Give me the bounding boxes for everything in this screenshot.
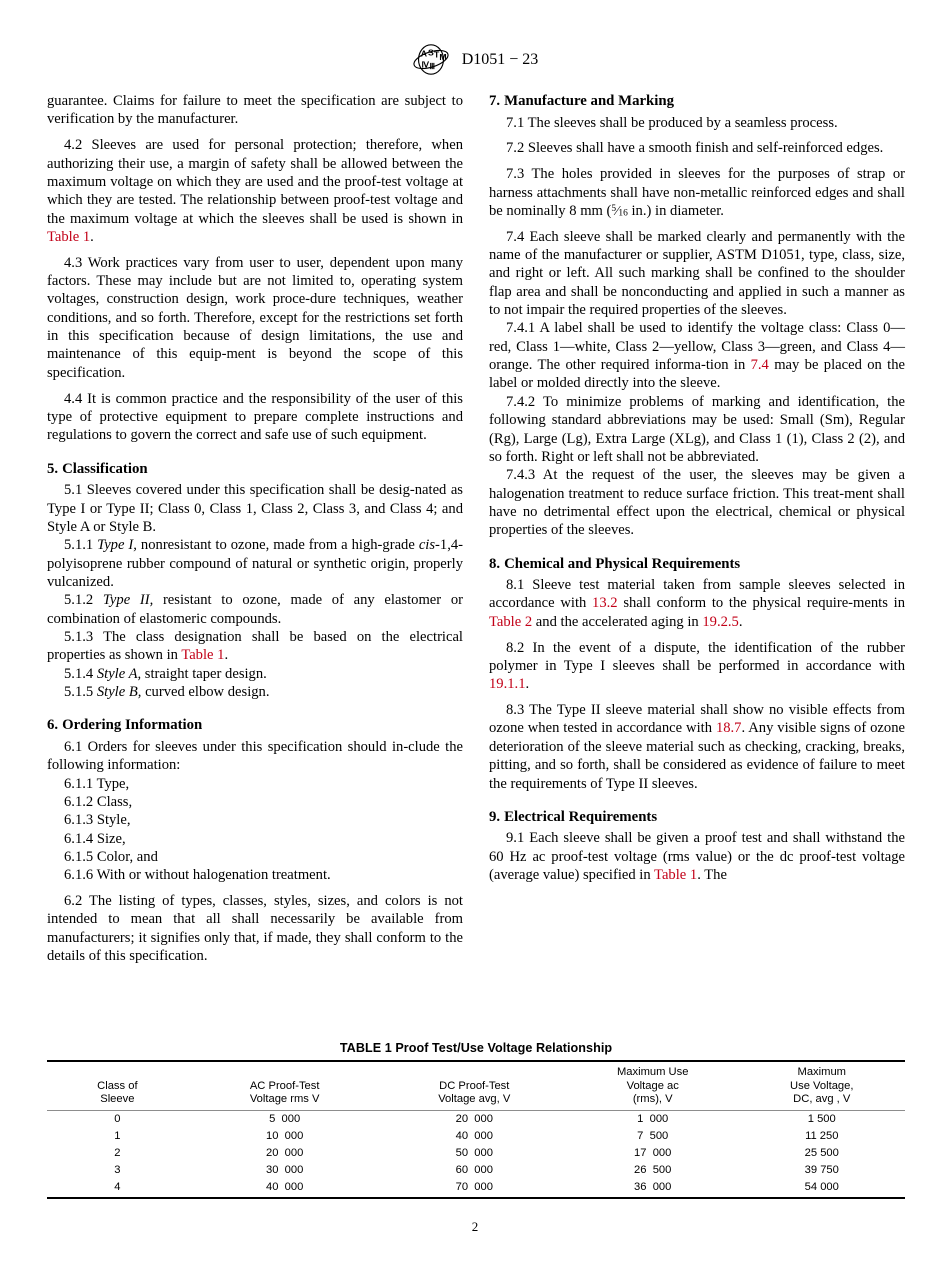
- link-table-2[interactable]: Table 2: [489, 613, 533, 630]
- heading-section-8: [489, 540, 905, 577]
- heading-section-8-number: 8.: [489, 555, 501, 572]
- fraction-slash: ⁄: [616, 202, 619, 218]
- paragraph-7-4-3: 7.4.3 At the request of the user, the sleeves may be given a halogenation treatment to reduce surface friction. This treat-ment shall have no detrimental effect upon the electrical, chemical or physical properties of the sleeves.: [489, 467, 905, 539]
- paragraph-5-1-3-text: 5.1.3 The class designation shall be based on the electrical properties as shown in: [47, 628, 463, 664]
- paragraph-8-3: [489, 701, 905, 793]
- list-item-6-1-3: 6.1.3 Style,: [64, 812, 131, 829]
- paragraph-8-2: [489, 639, 905, 694]
- table-1-col-header-max-dc: Maximum Use Voltage, DC, avg , V: [739, 1061, 905, 1110]
- paragraph-5-1-3-tail: .: [224, 647, 229, 664]
- link-section-18-7[interactable]: 18.7: [715, 720, 742, 737]
- document-designation: D1051 − 23: [461, 50, 539, 68]
- fraction-five-sixteenths: [611, 203, 627, 219]
- paragraph-8-1-text-c: and the accelerated aging in: [532, 613, 703, 630]
- link-table-1-c[interactable]: Table 1: [654, 867, 698, 884]
- table-cell-value: 39 750: [804, 1164, 839, 1177]
- svg-text:Ⅳ: Ⅳ: [421, 60, 429, 70]
- term-cis: cis: [418, 537, 436, 554]
- paragraph-8-2-tail: .: [525, 676, 530, 693]
- table-cell-class: 3: [114, 1164, 121, 1177]
- paragraph-8-1-text-b: shall conform to the physical require-ments in: [617, 595, 905, 612]
- paragraph-5-1-4-text: straight taper design.: [141, 665, 267, 682]
- paragraph-7-1: 7.1 The sleeves shall be produced by a seamless process.: [506, 114, 838, 131]
- table-1-col-header-max-ac: Maximum Use Voltage ac (rms), V: [567, 1061, 739, 1110]
- heading-section-8-title: Chemical and Physical Requirements: [504, 555, 741, 572]
- paragraph-7-4-2: 7.4.2 To minimize problems of marking and identification, the following standard abbreviations may be used: Small (Sm), Regular (Rg), Large (Lg), Extra Large (XLg), and Class 1 (1), Class 2 (2), and so forth. Right or left shall not be abbreviated.: [489, 393, 905, 465]
- link-section-13-2[interactable]: 13.2: [592, 595, 618, 612]
- table-cell-value: 54 000: [739, 1179, 905, 1199]
- paragraph-7-4-1: [489, 319, 905, 392]
- paragraph-8-3-text: 8.3 The Type II sleeve material shall show no visible effects from ozone when tested in accordance with: [489, 702, 905, 737]
- paragraph-7-4-1-text: 7.4.1 A label shall be used to identify the voltage class: Class 0—red, Class 1—white, Class 2—yellow, Class 3—green, and Class 4—orange. The other required informa-tion in: [489, 320, 905, 374]
- paragraph-8-1: [489, 576, 905, 631]
- table-row: [47, 1145, 905, 1162]
- paragraph-4-4: 4.4 It is common practice and the responsibility of the user of this type of protective equipment to prepare complete instructions and regulations to govern the correct and safe use of such equipment.: [47, 390, 463, 444]
- table-cell-value: 7 500: [637, 1130, 669, 1143]
- paragraph-8-1-tail: .: [738, 613, 743, 630]
- table-cell-value: 30 000: [265, 1164, 304, 1177]
- paragraph-5-1-2-number: 5.1.2: [64, 592, 103, 609]
- fraction-numerator: 5: [611, 203, 617, 214]
- table-cell-value: 70 000: [382, 1179, 567, 1199]
- table-cell-class: 0: [114, 1113, 121, 1126]
- svg-text:Ⅲ: Ⅲ: [429, 61, 435, 71]
- right-column: [489, 92, 905, 965]
- heading-section-5: [47, 445, 463, 482]
- paragraph-7-4-1-tail: may be placed on the label or molded directly into the sleeve.: [489, 357, 905, 392]
- table-cell-value: 17 000: [634, 1147, 672, 1160]
- table-row: [47, 1110, 905, 1128]
- link-table-1[interactable]: Table 1: [47, 228, 91, 245]
- paragraph-7-4: 7.4 Each sleeve shall be marked clearly and permanently with the name of the manufacturer or supplier, ASTM D1051, type, class, size, and right or left. All such marking shall be confined to the shoulder flap area and shall be nonconducting and applied in such a manner as to not impair the required properties of the sleeves.: [489, 228, 905, 319]
- paragraph-continued: guarantee. Claims for failure to meet the specification are subject to verification by the manufacturer.: [47, 93, 463, 128]
- svg-text:M: M: [439, 51, 447, 62]
- link-section-19-1-1[interactable]: 19.1.1: [489, 676, 526, 693]
- table-cell-value: 40 000: [455, 1130, 493, 1143]
- link-section-19-2-5[interactable]: 19.2.5: [702, 613, 739, 630]
- paragraph-8-2-text: 8.2 In the event of a dispute, the identification of the rubber polymer in Type I sleeves shall be performed in accordance with: [489, 639, 905, 674]
- paragraph-5-1-1-text: nonresistant to ozone, made from a high-grade: [136, 537, 419, 554]
- paragraph-5-1-5: [47, 683, 463, 701]
- table-1-col-header-ac: AC Proof-Test Voltage rms V: [188, 1061, 382, 1110]
- table-row: [47, 1162, 905, 1179]
- fraction-denominator: 16: [618, 208, 628, 219]
- list-item-6-1-2: 6.1.2 Class,: [64, 793, 133, 810]
- paragraph-9-1-text: 9.1 Each sleeve shall be given a proof test and shall withstand the 60 Hz ac proof-test voltage (rms value) or the dc proof-test voltage (average value) specified in: [489, 830, 905, 884]
- body-columns: [47, 92, 905, 965]
- table-1-block: [47, 1041, 905, 1199]
- heading-section-5-title: Classification: [62, 460, 148, 477]
- paragraph-4-2-tail: .: [90, 228, 94, 245]
- paragraph-7-3-tail: in.) in diameter.: [627, 202, 724, 219]
- paragraph-6-1: 6.1 Orders for sleeves under this specification should in-clude the following information:: [47, 738, 463, 774]
- term-style-b: Style B,: [96, 683, 142, 700]
- paragraph-4-3: 4.3 Work practices vary from user to user, dependent upon many factors. These may include but are not limited to, operating system voltages, construction design, work proce-dure techniques, weather conditions, and so forth. Therefore, except for the restrictions set forth in this specification because of design limitations, the use and maintenance of this equip-ment is beyond the scope of this specification.: [47, 254, 463, 381]
- heading-section-6-title: Ordering Information: [62, 717, 203, 734]
- page-header: [0, 44, 950, 75]
- table-cell-value: 11 250: [805, 1130, 839, 1143]
- heading-section-9: [489, 793, 905, 830]
- table-cell-value: 25 500: [804, 1147, 839, 1160]
- paragraph-5-1-2-text: resistant to ozone, made of any elastomer or combination of elastomeric compounds.: [47, 592, 463, 627]
- table-1-col-header-class: Class of Sleeve: [47, 1061, 188, 1110]
- heading-section-9-title: Electrical Requirements: [504, 808, 658, 825]
- table-row: [47, 1128, 905, 1145]
- table-cell-value: 36 000: [567, 1179, 739, 1199]
- paragraph-9-1: [489, 829, 905, 884]
- paragraph-5-1-1-number: 5.1.1: [64, 537, 98, 554]
- paragraph-4-2-text: 4.2 Sleeves are used for personal protection; therefore, when authorizing their use, a margin of safety shall be allowed between the maximum voltage on which they are used and the proof-test voltage at which they are tested. The relationship between proof-test voltage and the maximum voltage at which the sleeves shall be used is shown in: [47, 137, 463, 227]
- left-column: [47, 92, 463, 965]
- heading-section-7-number: 7.: [489, 93, 501, 109]
- term-type-i: Type I,: [97, 537, 137, 554]
- heading-section-7: [489, 92, 905, 114]
- table-cell-value: 26 500: [634, 1164, 672, 1177]
- table-1: [47, 1060, 905, 1199]
- term-type-ii: Type II,: [102, 592, 154, 609]
- heading-section-7-title: Manufacture and Marking: [504, 93, 675, 109]
- paragraph-5-1: 5.1 Sleeves covered under this specification shall be desig-nated as Type I or Type II; Class 0, Class 1, Class 2, Class 3, and Class 4; and Style A or Style B.: [47, 482, 463, 535]
- table-row: [47, 1179, 905, 1199]
- paragraph-5-1-3: [47, 628, 463, 665]
- paragraph-8-1-text: 8.1 Sleeve test material taken from sample sleeves selected in accordance with: [489, 577, 905, 612]
- paragraph-4-2: [47, 136, 463, 246]
- svg-text:S: S: [427, 47, 434, 58]
- table-cell-value: 50 000: [455, 1147, 493, 1160]
- paragraph-5-1-2: [47, 591, 463, 628]
- list-item-6-1-1: 6.1.1 Type,: [64, 775, 130, 792]
- list-item-6-1-6: 6.1.6 With or without halogenation treatment.: [64, 867, 331, 884]
- paragraph-8-3-tail: . Any visible signs of ozone deterioration of the sleeve material such as checking, cracking, breaks, pitting, and so forth, shall be considered as evidence of failure to meet the requirements of Type II sleeves.: [489, 720, 905, 792]
- table-cell-value: 10 000: [265, 1130, 304, 1143]
- paragraph-7-3-text: 7.3 The holes provided in sleeves for the purposes of strap or harness attachments shall have non-metallic reinforced edges and shall be nominally 8 mm (: [489, 166, 905, 219]
- table-1-col-header-dc: DC Proof-Test Voltage avg, V: [382, 1061, 567, 1110]
- paragraph-5-1-1: [47, 536, 463, 591]
- page-number: 2: [471, 1219, 479, 1234]
- heading-section-6: [47, 701, 463, 738]
- paragraph-7-2: 7.2 Sleeves shall have a smooth finish and self-reinforced edges.: [506, 140, 884, 157]
- table-cell-value: 20 000: [455, 1113, 493, 1126]
- table-cell-value: 1 500: [807, 1113, 836, 1126]
- table-cell-value: 60 000: [455, 1164, 493, 1177]
- paragraph-6-2: 6.2 The listing of types, classes, styles, sizes, and colors is not intended to mean that all shall necessarily be available from manufacturers; it signifies only that, if made, they shall conform to the details of this specification.: [47, 893, 463, 965]
- table-cell-class: 4: [47, 1179, 188, 1199]
- paragraph-5-1-1-tail: -1,4-polyisoprene rubber compound of natural or synthetic origin, properly vulcanized.: [47, 537, 463, 590]
- paragraph-5-1-5-text: curved elbow design.: [141, 683, 270, 700]
- paragraph-7-3: [489, 165, 905, 220]
- table-cell-class: 2: [114, 1147, 121, 1160]
- table-1-head: [47, 1061, 905, 1110]
- svg-text:T: T: [433, 49, 440, 60]
- heading-section-6-number: 6.: [47, 717, 59, 734]
- paragraph-5-1-5-number: 5.1.5: [64, 683, 97, 700]
- table-1-title: TABLE 1 Proof Test/Use Voltage Relationship: [339, 1041, 613, 1055]
- svg-text:A: A: [420, 48, 427, 59]
- term-style-a: Style A,: [96, 665, 142, 682]
- list-item-6-1-4: 6.1.4 Size,: [64, 830, 126, 847]
- table-cell-value: 1 000: [637, 1113, 669, 1126]
- table-cell-value: 20 000: [265, 1147, 304, 1160]
- link-section-7-4[interactable]: 7.4: [750, 357, 769, 374]
- table-cell-value: 5 000: [269, 1113, 301, 1126]
- heading-section-5-number: 5.: [47, 460, 59, 477]
- list-item-6-1-5: 6.1.5 Color, and: [64, 848, 158, 865]
- paragraph-5-1-4-number: 5.1.4: [64, 665, 97, 682]
- paragraph-5-1-4: [47, 665, 463, 683]
- heading-section-9-number: 9.: [489, 808, 501, 825]
- table-1-body: [47, 1110, 905, 1198]
- astm-logo-icon: [412, 44, 450, 75]
- table-cell-value: 40 000: [188, 1179, 382, 1199]
- paragraph-9-1-tail: . The: [697, 867, 727, 884]
- link-table-1-b[interactable]: Table 1: [181, 647, 225, 664]
- table-cell-class: 1: [114, 1130, 121, 1143]
- table-1-header-row: [47, 1061, 905, 1110]
